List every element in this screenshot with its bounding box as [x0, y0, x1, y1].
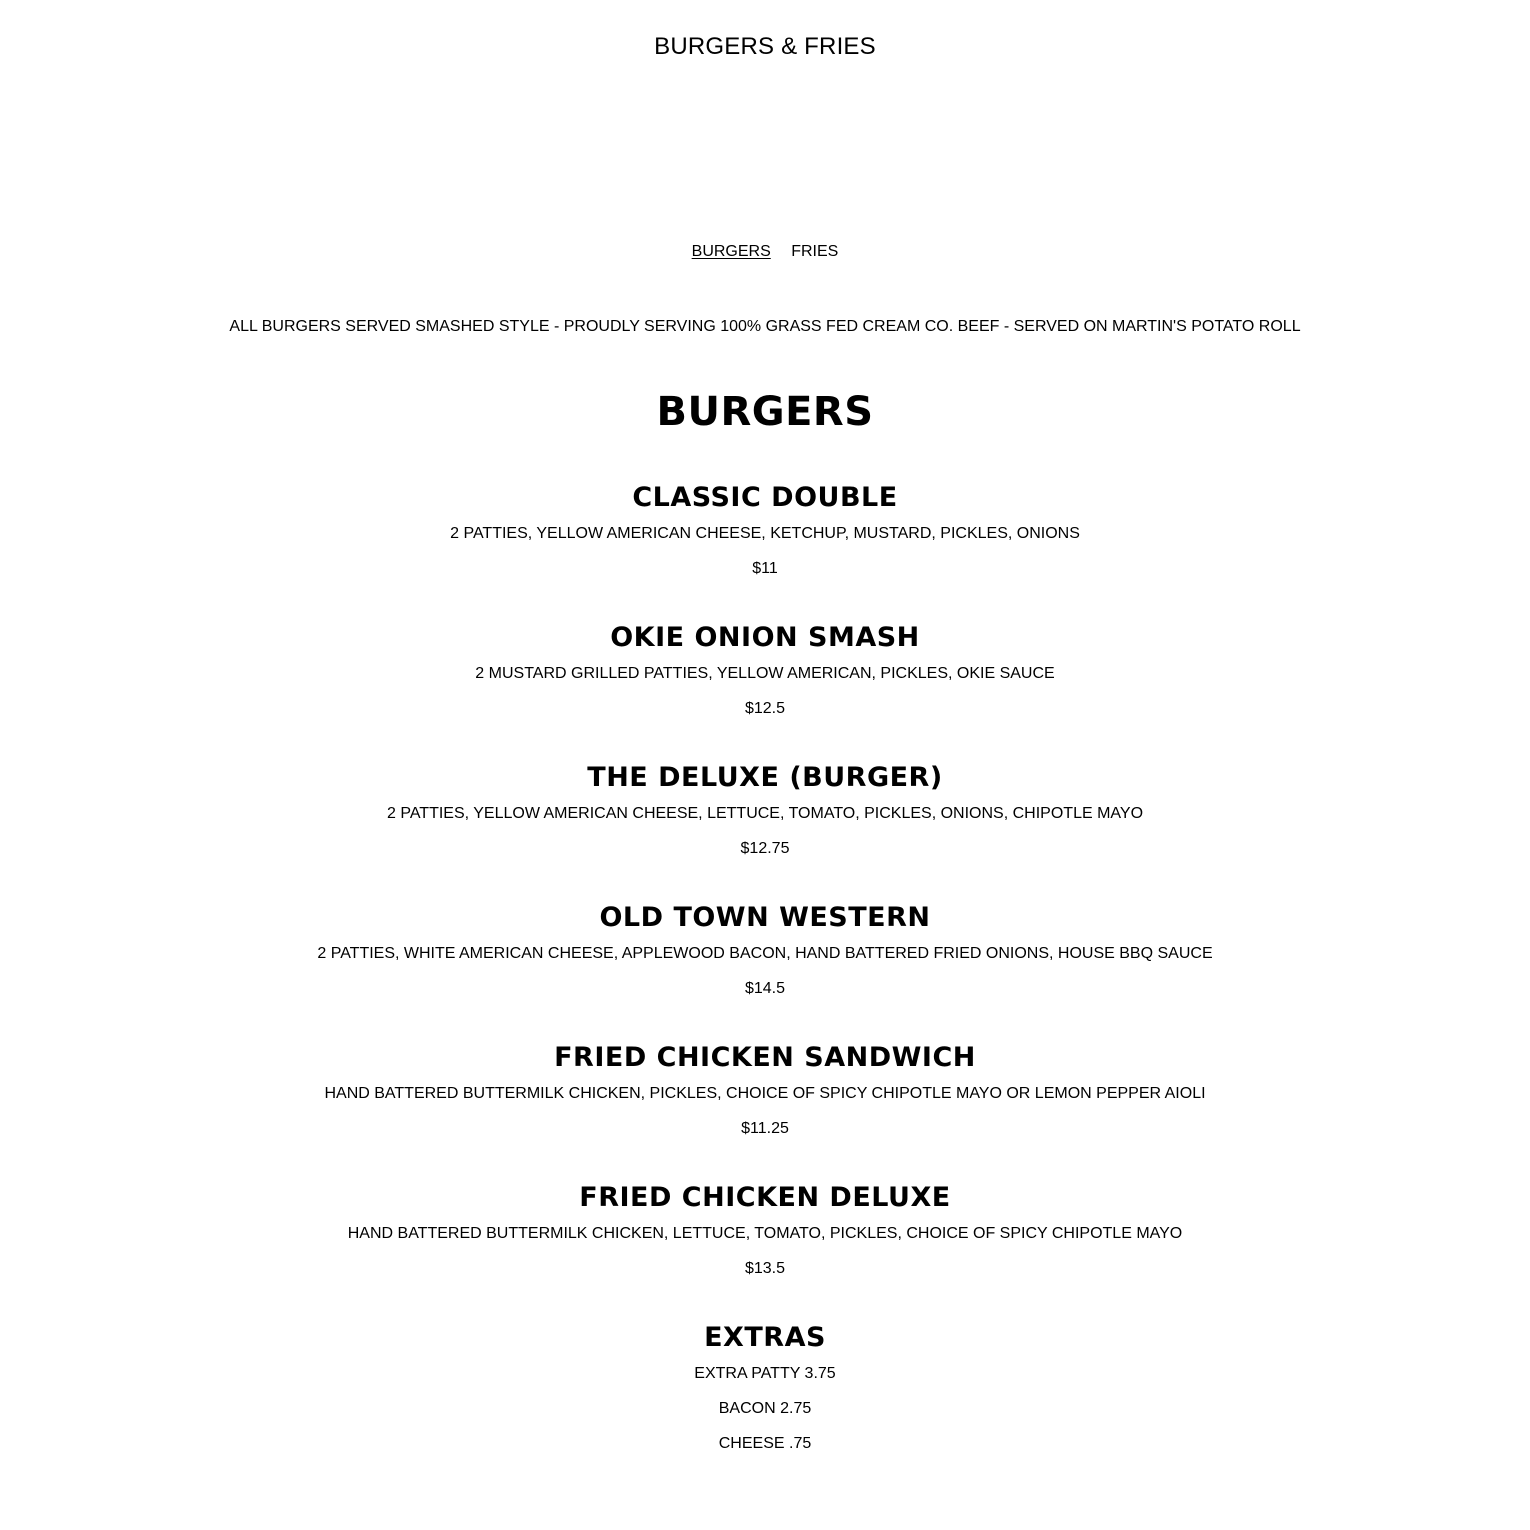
site-title[interactable]: BURGERS & FRIES [654, 33, 876, 60]
extras-section [0, 1320, 1530, 1455]
item-name: OLD TOWN WESTERN [599, 902, 931, 933]
item-name: THE DELUXE (BURGER) [587, 762, 943, 793]
item-price: $13.5 [744, 1260, 786, 1277]
tab-burgers[interactable]: BURGERS [691, 243, 771, 260]
item-description: 2 PATTIES, WHITE AMERICAN CHEESE, APPLEWOOD BACON, HAND BATTERED FRIED ONIONS, HOUSE BBQ SAUCE [317, 945, 1213, 962]
menu-tabs [0, 241, 1530, 263]
item-price: $11 [752, 560, 778, 577]
extras-line: CHEESE .75 [718, 1435, 812, 1452]
menu-item [0, 480, 1530, 620]
item-name: CLASSIC DOUBLE [632, 482, 898, 513]
extras-line: EXTRA PATTY 3.75 [694, 1365, 836, 1382]
extras-heading: EXTRAS [704, 1322, 826, 1353]
item-price: $11.25 [741, 1120, 789, 1137]
item-description: HAND BATTERED BUTTERMILK CHICKEN, LETTUCE, TOMATO, PICKLES, CHOICE OF SPICY CHIPOTLE MAYO [347, 1225, 1183, 1242]
tab-fries[interactable]: FRIES [791, 243, 839, 260]
item-name: OKIE ONION SMASH [610, 622, 920, 653]
item-description: HAND BATTERED BUTTERMILK CHICKEN, PICKLES, CHOICE OF SPICY CHIPOTLE MAYO OR LEMON PEPPER AIOLI [324, 1085, 1206, 1102]
item-name: FRIED CHICKEN DELUXE [579, 1182, 951, 1213]
menu-items [0, 480, 1530, 1455]
item-description: 2 PATTIES, YELLOW AMERICAN CHEESE, LETTUCE, TOMATO, PICKLES, ONIONS, CHIPOTLE MAYO [386, 805, 1144, 822]
item-name: FRIED CHICKEN SANDWICH [554, 1042, 976, 1073]
item-price: $12.5 [744, 700, 786, 717]
menu-item [0, 900, 1530, 1040]
menu-item [0, 1040, 1530, 1180]
menu-intro: ALL BURGERS SERVED SMASHED STYLE - PROUDLY SERVING 100% GRASS FED CREAM CO. BEEF - SERVED ON MARTIN'S POTATO ROLL [229, 318, 1301, 335]
item-description: 2 PATTIES, YELLOW AMERICAN CHEESE, KETCHUP, MUSTARD, PICKLES, ONIONS [450, 525, 1080, 542]
extras-line: BACON 2.75 [718, 1400, 812, 1417]
item-price: $14.5 [744, 980, 786, 997]
menu-item [0, 1180, 1530, 1320]
section-heading: BURGERS [656, 389, 874, 435]
menu-item [0, 620, 1530, 760]
menu-item [0, 760, 1530, 900]
item-description: 2 MUSTARD GRILLED PATTIES, YELLOW AMERICAN, PICKLES, OKIE SAUCE [475, 665, 1055, 682]
item-price: $12.75 [740, 840, 790, 857]
